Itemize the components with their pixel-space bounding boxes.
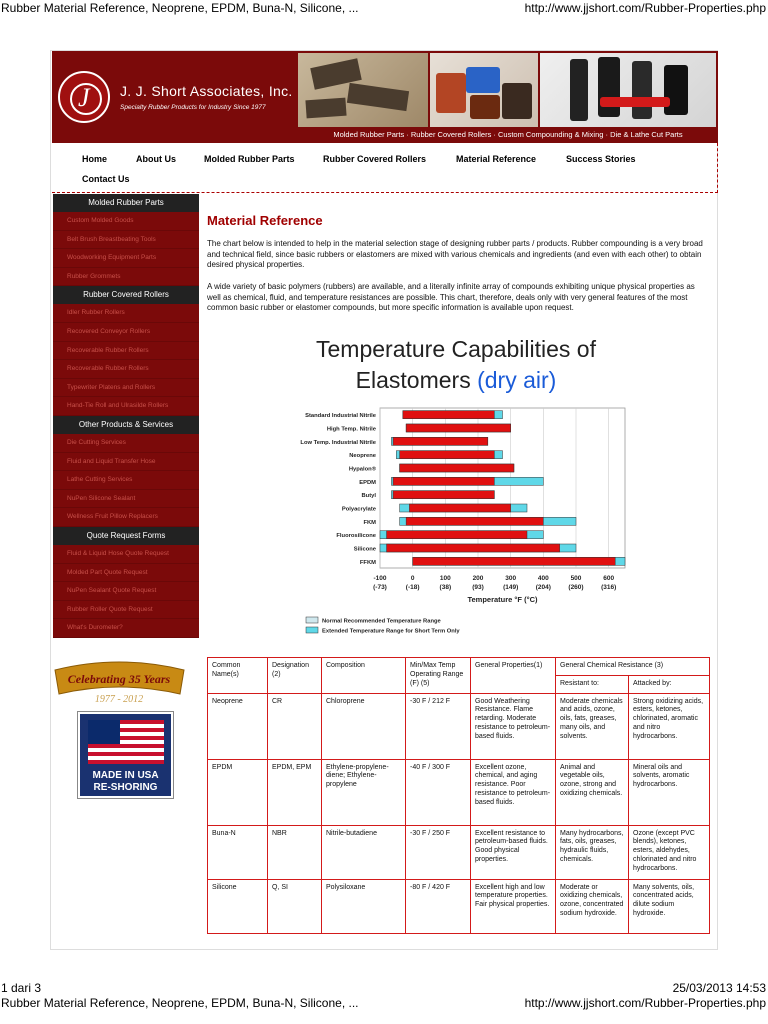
- sidebar-item[interactable]: NuPen Sealant Quote Request: [53, 582, 199, 601]
- nav-home[interactable]: Home: [82, 154, 108, 164]
- legend-swatch: [306, 627, 318, 633]
- chart-title-dry-air: (dry air): [477, 367, 557, 393]
- print-header-url: http://www.jjshort.com/Rubber-Properties.php: [524, 1, 766, 15]
- cell-designation: CR: [268, 693, 322, 759]
- category-label: FKM: [363, 519, 376, 526]
- sidebar-item[interactable]: Idler Rubber Rollers: [53, 304, 199, 323]
- category-label: FFKM: [359, 559, 376, 566]
- table-row: [208, 759, 710, 825]
- sidebar-item[interactable]: Rubber Roller Quote Request: [53, 601, 199, 620]
- category-label: Butyl: [361, 493, 376, 500]
- category-label: Silicone: [353, 546, 376, 553]
- bar-normal-range: [403, 411, 494, 419]
- table-row: [208, 693, 710, 759]
- bar-normal-range: [400, 451, 495, 459]
- sidebar-item[interactable]: Wellness Fruit Pillow Replacers: [53, 508, 199, 527]
- print-footer-title: Rubber Material Reference, Neoprene, EPDM, Buna-N, Silicone, ...: [1, 996, 359, 1010]
- x-axis-label: Temperature °F (°C): [467, 595, 538, 604]
- x-tick-label: 100: [439, 575, 451, 582]
- cell-attacked: Many solvents, oils, concentrated acids, dilute sodium hydroxide.: [629, 879, 710, 933]
- cell-attacked: Mineral oils and solvents, aromatic hydrocarbons.: [629, 759, 710, 825]
- legend-label: Normal Recommended Temperature Range: [322, 618, 441, 625]
- category-label: EPDM: [359, 479, 376, 486]
- cell-composition: Nitrile-butadiene: [322, 825, 406, 879]
- nav-rubber-covered-rollers[interactable]: Rubber Covered Rollers: [323, 154, 427, 164]
- bar-normal-range: [387, 544, 560, 552]
- cell-composition: Chloroprene: [322, 693, 406, 759]
- sidebar-item[interactable]: Rubber Grommets: [53, 268, 199, 287]
- table-row: [208, 879, 710, 933]
- category-label: High Temp. Nitrile: [326, 426, 376, 433]
- cell-attacked: Strong oxidizing acids, esters, ketones, chlorinated, aromatic and nitro hydrocarbons.: [629, 693, 710, 759]
- nav-material-reference[interactable]: Material Reference: [456, 154, 537, 164]
- x-tick-label-celsius: (149): [503, 584, 519, 591]
- cell-temp: -30 F / 212 F: [406, 693, 471, 759]
- brand-tagline: Specialty Rubber Products for Industry Since 1977: [120, 104, 266, 111]
- x-tick-label: 300: [505, 575, 517, 582]
- sidebar-item[interactable]: Belt Brush Breastbeating Tools: [53, 231, 199, 250]
- th-resistant-to: Resistant to:: [556, 675, 629, 693]
- nav-molded-rubber-parts[interactable]: Molded Rubber Parts: [204, 154, 295, 164]
- table-header-row: [208, 658, 710, 676]
- sidebar-heading-other: Other Products & Services: [53, 416, 199, 434]
- cell-temp: -80 F / 420 F: [406, 879, 471, 933]
- x-tick-label: -100: [373, 575, 387, 582]
- cell-designation: NBR: [268, 825, 322, 879]
- cell-properties: Excellent resistance to petroleum-based fluids. Good physical properties.: [471, 825, 556, 879]
- anniversary-years: 1977 - 2012: [94, 694, 144, 705]
- banner-photo-rollers: [430, 53, 538, 127]
- bar-normal-range: [393, 491, 494, 499]
- intro-paragraph: The chart below is intended to help in the material selection stage of designing rubber parts / products. Rubber compounding is a very broad and technical field, since basic rubbers or elastomers are mixed with various chemicals and ingredients (and even with each other) to obtain desired physical properties.: [207, 239, 703, 269]
- bar-normal-range: [409, 504, 510, 512]
- cell-resistant: Moderate or oxidizing chemicals, ozone, concentrated sodium hydroxide.: [556, 879, 629, 933]
- x-tick-label: 200: [472, 575, 484, 582]
- th-common-name: Common Name(s): [208, 658, 268, 694]
- table-row: [208, 825, 710, 879]
- category-label: Fluorosilicone: [336, 533, 376, 540]
- cell-resistant: Animal and vegetable oils, ozone, strong and oxidizing chemicals.: [556, 759, 629, 825]
- legend-label: Extended Temperature Range for Short Term Only: [322, 628, 460, 635]
- site-banner: [52, 51, 718, 143]
- cell-properties: Excellent high and low temperature properties. Fair physical properties.: [471, 879, 556, 933]
- sidebar: [53, 194, 199, 638]
- sidebar-item[interactable]: What's Durometer?: [53, 619, 199, 638]
- x-tick-label-celsius: (-73): [373, 584, 387, 591]
- cell-properties: Good Weathering Resistance. Flame retarding. Moderate resistance to petroleum-based fluids.: [471, 693, 556, 759]
- made-in-usa-badge[interactable]: [78, 712, 173, 798]
- cell-designation: Q, SI: [268, 879, 322, 933]
- bar-normal-range: [406, 424, 511, 432]
- temperature-chart: [270, 330, 642, 640]
- category-label: Neoprene: [349, 453, 376, 460]
- nav-contact-us[interactable]: Contact Us: [82, 174, 130, 184]
- chart-title-line1: Temperature Capabilities of: [316, 336, 596, 362]
- th-designation: Designation (2): [268, 658, 322, 694]
- cell-name: Neoprene: [208, 693, 268, 759]
- bar-normal-range: [406, 517, 543, 525]
- cell-name: EPDM: [208, 759, 268, 825]
- us-flag-icon: [88, 720, 164, 764]
- x-tick-label: 0: [410, 575, 415, 582]
- print-footer: [0, 981, 768, 1021]
- sidebar-heading-rollers: Rubber Covered Rollers: [53, 286, 199, 304]
- nav-about-us[interactable]: About Us: [136, 154, 176, 164]
- cell-attacked: Ozone (except PVC blends), ketones, esters, aldehydes, chlorinated and nitro hydrocarbons.: [629, 825, 710, 879]
- sidebar-item[interactable]: Recoverable Rubber Rollers: [53, 342, 199, 361]
- sidebar-item[interactable]: NuPen Silicone Sealant: [53, 490, 199, 509]
- sidebar-heading-quotes: Quote Request Forms: [53, 527, 199, 545]
- cell-composition: Ethylene-propylene-diene; Ethylene-propylene: [322, 759, 406, 825]
- usa-line2: RE-SHORING: [93, 782, 158, 793]
- sidebar-item[interactable]: Custom Molded Goods: [53, 212, 199, 231]
- nav-success-stories[interactable]: Success Stories: [566, 154, 636, 164]
- category-label: Low Temp. Industrial Nitrile: [300, 439, 376, 446]
- cell-composition: Polysiloxane: [322, 879, 406, 933]
- cell-designation: EPDM, EPM: [268, 759, 322, 825]
- sidebar-item[interactable]: Woodworking Equipment Parts: [53, 249, 199, 268]
- sidebar-item[interactable]: Fluid and Liquid Transfer Hose: [53, 453, 199, 472]
- material-table: [207, 657, 710, 934]
- company-logo[interactable]: J: [58, 71, 110, 123]
- th-general-properties: General Properties(1): [471, 658, 556, 694]
- print-footer-url: http://www.jjshort.com/Rubber-Properties.php: [524, 996, 766, 1010]
- x-tick-label-celsius: (93): [472, 584, 484, 591]
- cell-resistant: Many hydrocarbons, fats, oils, greases, hydraulic fluids, chemicals.: [556, 825, 629, 879]
- sidebar-heading-molded: Molded Rubber Parts: [53, 194, 199, 212]
- x-tick-label-celsius: (38): [439, 584, 452, 591]
- bar-normal-range: [393, 477, 494, 485]
- x-tick-label-celsius: (204): [535, 584, 551, 591]
- x-tick-label-celsius: (-18): [405, 584, 420, 591]
- usa-line1: MADE IN USA: [92, 770, 159, 781]
- bar-normal-range: [393, 437, 488, 445]
- sidebar-item[interactable]: Fluid & Liquid Hose Quote Request: [53, 545, 199, 564]
- sidebar-item[interactable]: Recovered Conveyor Rollers: [53, 323, 199, 342]
- x-tick-label-celsius: (316): [601, 584, 617, 591]
- category-label: Hypalon®: [348, 466, 376, 473]
- cell-temp: -40 F / 300 F: [406, 759, 471, 825]
- th-chem-resistance: General Chemical Resistance (3): [556, 658, 710, 676]
- th-temp-range: Min/Max Temp Operating Range (F) (5): [406, 658, 471, 694]
- cell-properties: Excellent ozone, chemical, and aging resistance. Poor resistance to petroleum-based fluids.: [471, 759, 556, 825]
- bar-normal-range: [413, 557, 616, 565]
- chart-title-elastomers: Elastomers: [355, 367, 471, 393]
- page-title: Material Reference: [207, 213, 323, 228]
- category-label: Standard Industrial Nitrile: [305, 413, 376, 420]
- legend-swatch: [306, 617, 318, 623]
- banner-photo-plates: [298, 53, 428, 127]
- print-timestamp: 25/03/2013 14:53: [672, 981, 766, 995]
- brand-name: J. J. Short Associates, Inc.: [120, 83, 293, 99]
- banner-category-links[interactable]: Molded Rubber Parts · Rubber Covered Rollers · Custom Compounding & Mixing · Die & Lathe Cut Parts: [333, 130, 683, 139]
- sidebar-item[interactable]: Lathe Cutting Services: [53, 471, 199, 490]
- banner-photo-roller-shafts: [540, 53, 716, 127]
- category-label: Polyacrylate: [341, 506, 376, 513]
- x-tick-label-celsius: (260): [568, 584, 584, 591]
- cell-name: Buna-N: [208, 825, 268, 879]
- polymers-paragraph: A wide variety of basic polymers (rubbers) are available, and a literally infinite array of compounds exhibiting unique physical properties as well as chemical, fluid, and temperature resistances are possible. This chart, therefore, deals only with very general features of the most common basic rubber or elastomer compounds, but more specific information is available upon request.: [207, 282, 695, 312]
- page-counter: 1 dari 3: [1, 981, 42, 995]
- bar-normal-range: [400, 464, 514, 472]
- anniversary-badge: [53, 658, 186, 706]
- cell-name: Silicone: [208, 879, 268, 933]
- cell-temp: -30 F / 250 F: [406, 825, 471, 879]
- main-nav: [52, 143, 718, 193]
- cell-resistant: Moderate chemicals and acids, ozone, oils, fats, greases, many oils, and solvents.: [556, 693, 629, 759]
- sidebar-item[interactable]: Hand-Tie Roll and Ulrasilde Rollers: [53, 397, 199, 416]
- print-header-title: Rubber Material Reference, Neoprene, EPDM, Buna-N, Silicone, ...: [1, 1, 359, 15]
- anniversary-text: Celebrating 35 Years: [67, 672, 171, 686]
- x-tick-label: 400: [537, 575, 549, 582]
- sidebar-item[interactable]: Recoverable Rubber Rollers: [53, 360, 199, 379]
- x-tick-label: 500: [570, 575, 582, 582]
- x-tick-label: 600: [603, 575, 615, 582]
- chart-plot: [270, 330, 642, 640]
- print-header: [0, 1, 768, 17]
- bar-normal-range: [387, 531, 527, 539]
- sidebar-item[interactable]: Die Cutting Services: [53, 434, 199, 453]
- th-composition: Composition: [322, 658, 406, 694]
- th-attacked-by: Attacked by:: [629, 675, 710, 693]
- sidebar-item[interactable]: Typewriter Platens and Rollers: [53, 379, 199, 398]
- sidebar-item[interactable]: Molded Part Quote Request: [53, 564, 199, 583]
